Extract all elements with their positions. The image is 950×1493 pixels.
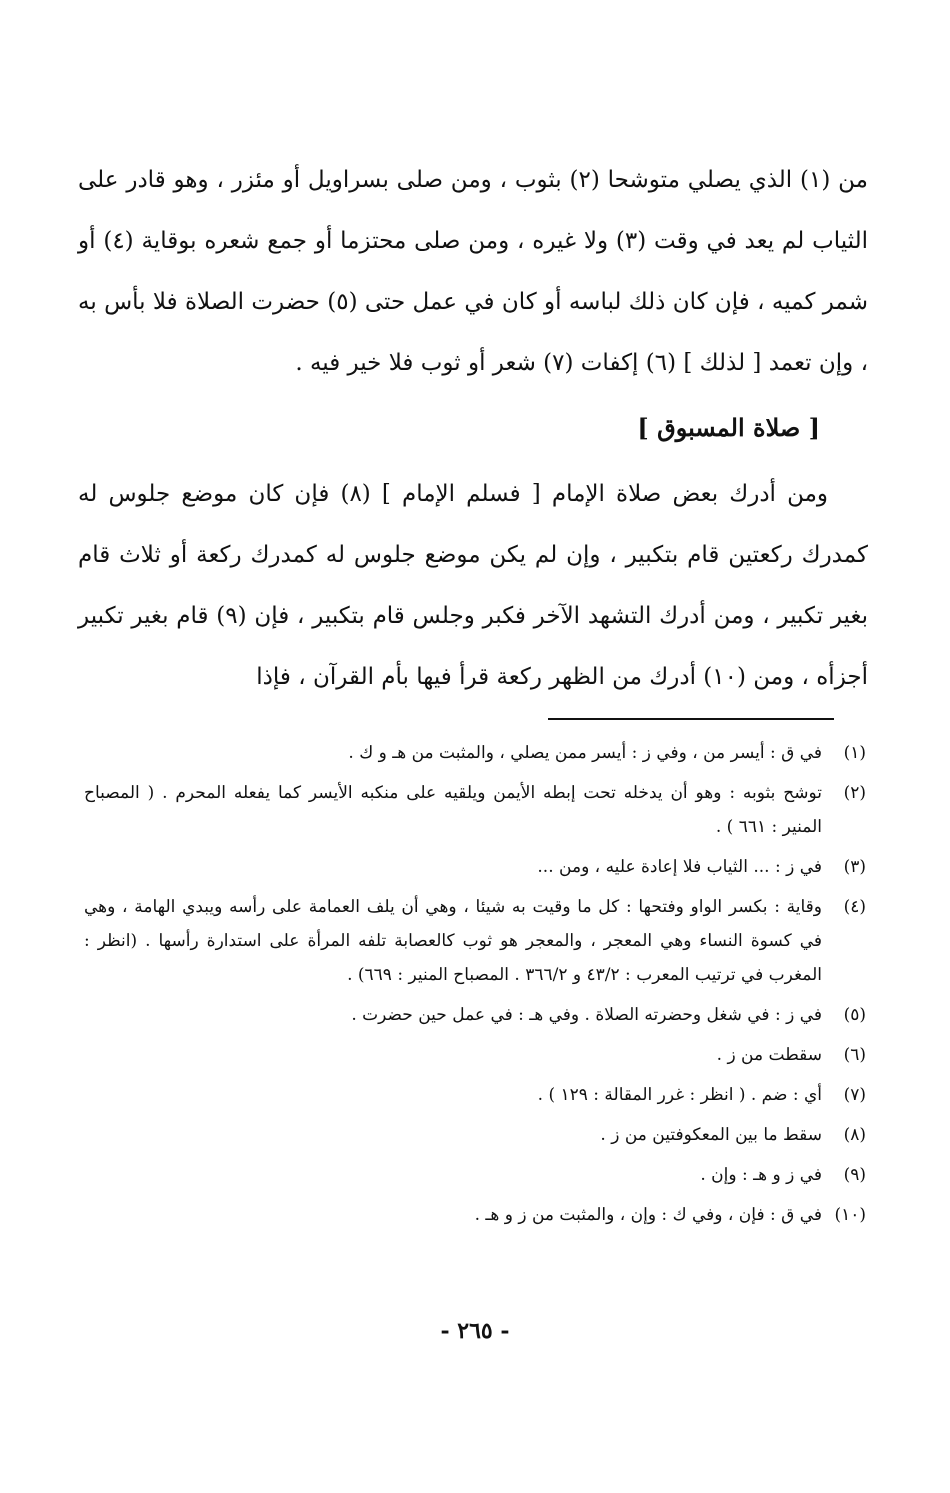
footnote-8 bbox=[84, 1118, 866, 1152]
main-text bbox=[78, 150, 868, 708]
footnote-number: (٧) bbox=[843, 1085, 866, 1105]
footnote-number: (٩) bbox=[843, 1165, 866, 1185]
footnote-text: وقاية : بكسر الواو وفتحها : كل ما وقيت به شيئا ، وهي أن يلف العمامة على رأسه ويبدي الهامة ، وهي في كسوة النساء وهي المعجر ، والمعجر هو ثوب كالعصابة تلفه المرأة على استدارة رأسها . (انظر : المغرب في ترتيب المعرب : ٤٣/٢ و ٣٦٦/٢ . المصباح المنير : ٦٦٩) . bbox=[84, 897, 822, 985]
footnote-text: في ق : فإن ، وفي ك : وإن ، والمثبت من ز و هـ . bbox=[474, 1205, 822, 1225]
paragraph-2: ومن أدرك بعض صلاة الإمام [ فسلم الإمام ] (٨) فإن كان موضع جلوس له كمدرك ركعتين قام بتكبير ، وإن لم يكن موضع جلوس له كمدرك ركعة أو ثلاث قام بغير تكبير ، ومن أدرك التشهد الآخر فكبر وجلس قام بتكبير ، فإن (٩) قام بغير تكبير أجزأه ، ومن (١٠) أدرك من الظهر ركعة قرأ فيها بأم القرآن ، فإذا bbox=[78, 481, 868, 690]
section-heading: [ صلاة المسبوق ] bbox=[637, 413, 820, 442]
footnote-number: (٢) bbox=[843, 783, 866, 803]
footnote-4 bbox=[84, 890, 866, 992]
footnote-7 bbox=[84, 1078, 866, 1112]
footnote-text: في ز : في شغل وحضرته الصلاة . وفي هـ : في عمل حين حضرت . bbox=[351, 1005, 822, 1025]
footnote-divider bbox=[548, 718, 834, 720]
footnote-number: (١) bbox=[843, 743, 866, 763]
footnote-text: أي : ضم . ( انظر : غرر المقالة : ١٢٩ ) . bbox=[537, 1085, 822, 1105]
footnote-number: (٨) bbox=[843, 1125, 866, 1145]
footnote-number: (٥) bbox=[843, 1005, 866, 1025]
footnote-number: (٦) bbox=[843, 1045, 866, 1065]
footnote-number: (١٠) bbox=[834, 1205, 866, 1225]
footnote-5 bbox=[84, 998, 866, 1032]
footnote-text: في ز و هـ : وإن . bbox=[700, 1165, 822, 1185]
footnote-text: سقط ما بين المعكوفتين من ز . bbox=[600, 1125, 822, 1145]
footnote-text: في ق : أيسر من ، وفي ز : أيسر ممن يصلي ، والمثبت من هـ و ك . bbox=[348, 743, 822, 763]
footnotes bbox=[84, 736, 866, 1238]
footnote-text: في ز : ... الثياب فلا إعادة عليه ، ومن ... bbox=[537, 857, 822, 877]
footnote-9 bbox=[84, 1158, 866, 1192]
footnote-2 bbox=[84, 776, 866, 844]
footnote-number: (٣) bbox=[843, 857, 866, 877]
footnote-number: (٤) bbox=[843, 897, 866, 917]
footnote-3 bbox=[84, 850, 866, 884]
footnote-text: سقطت من ز . bbox=[716, 1045, 822, 1065]
paragraph-1: من (١) الذي يصلي متوشحا (٢) بثوب ، ومن صلى بسراويل أو مئزر ، وهو قادر على الثياب لم يعد في وقت (٣) ولا غيره ، ومن صلى محتزما أو جمع شعره بوقاية (٤) أو شمر كميه ، فإن كان ذلك لباسه أو كان في عمل حتى (٥) حضرت الصلاة فلا بأس به ، وإن تعمد [ لذلك ] (٦) إكفات (٧) شعر أو ثوب فلا خير فيه . bbox=[78, 167, 869, 376]
footnote-6 bbox=[84, 1038, 866, 1072]
footnote-10 bbox=[84, 1198, 866, 1232]
footnote-1 bbox=[84, 736, 866, 770]
footnote-text: توشح بثوبه : وهو أن يدخله تحت إبطه الأيمن ويلقيه على منكبه الأيسر كما يفعله المحرم . ( المصباح المنير : ٦٦١ ) . bbox=[84, 783, 822, 837]
page-number: - ٢٦٥ - bbox=[440, 1318, 510, 1344]
